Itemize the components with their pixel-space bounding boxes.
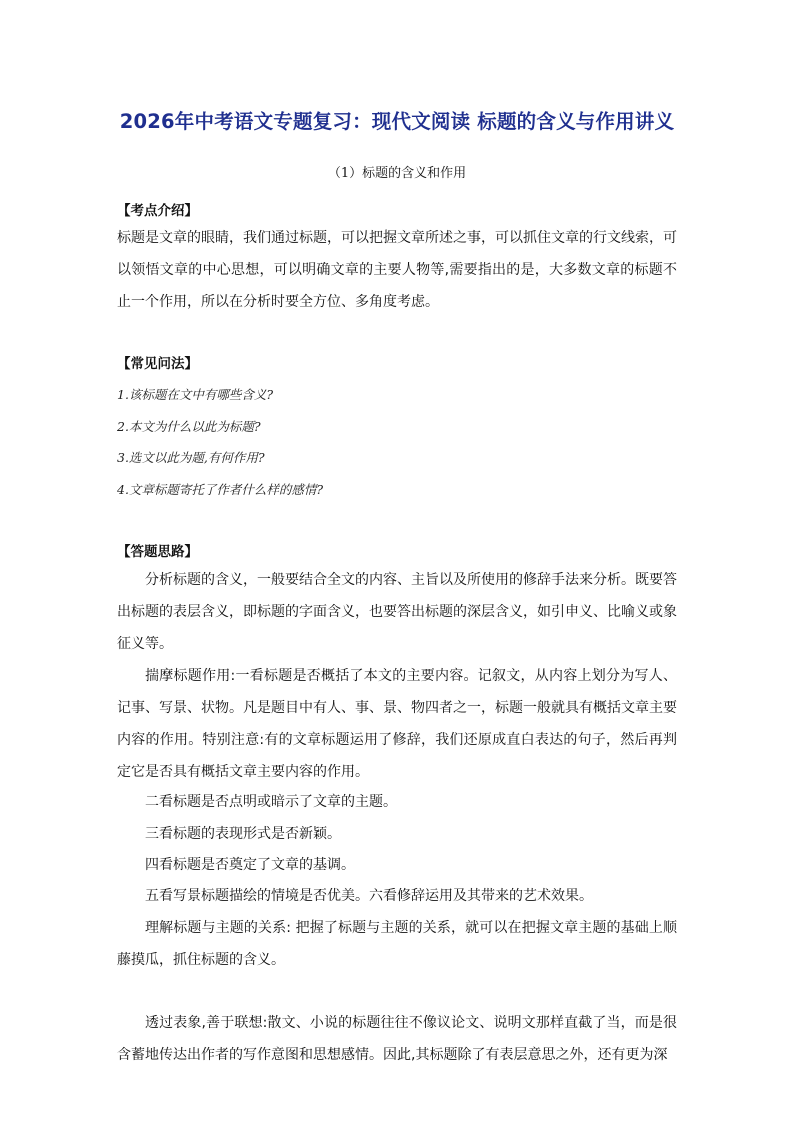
kaodian-paragraph: 标题是文章的眼睛，我们通过标题，可以把握文章所述之事，可以抓住文章的行文线索，可以领悟文章的中心思想，可以明确文章的主要人物等,需要指出的是，大多数文章的标题不止一个作用，所以在分析时要全方位、多角度考虑。	[117, 230, 677, 310]
silu-paragraph-1: 分析标题的含义，一般要结合全文的内容、主旨以及所使用的修辞手法来分析。既要答出标题的表层含义，即标题的字面含义，也要答出标题的深层含义，如引申义、比喻义或象征义等。	[117, 572, 677, 652]
question-item-1: 1.该标题在文中有哪些含义?	[117, 387, 274, 402]
question-item-3: 3.选文以此为题,有何作用?	[117, 450, 265, 465]
silu-paragraph-8: 透过表象,善于联想:散文、小说的标题往往不像议论文、说明文那样直截了当，而是很含蓄地传达出作者的写作意图和思想感情。因此,其标题除了有表层意思之外，还有更为深	[117, 1015, 677, 1063]
silu-paragraph-7: 理解标题与主题的关系: 把握了标题与主题的关系，就可以在把握文章主题的基础上顺藤摸瓜，抓住标题的含义。	[117, 920, 677, 968]
silu-paragraph-5: 四看标题是否奠定了文章的基调。	[145, 857, 355, 873]
question-item-4: 4.文章标题寄托了作者什么样的感情?	[117, 482, 324, 497]
section-heading-kaodian: 【考点介绍】	[117, 203, 198, 219]
silu-paragraph-2: 揣摩标题作用:一看标题是否概括了本文的主要内容。记叙文，从内容上划分为写人、记事、写景、状物。凡是题目中有人、事、景、物四者之一，标题一般就具有概括文章主要内容的作用。特别注意:有的文章标题运用了修辞，我们还原成直白表达的句子，然后再判定它是否具有概括文章主要内容的作用。	[117, 668, 677, 780]
silu-paragraph-3: 二看标题是否点明或暗示了文章的主题。	[145, 794, 397, 810]
section-heading-wenfa: 【常见问法】	[117, 356, 198, 372]
silu-paragraph-6: 五看写景标题描绘的情境是否优美。六看修辞运用及其带来的艺术效果。	[145, 888, 593, 904]
silu-paragraph-4: 三看标题的表现形式是否新颖。	[145, 826, 341, 842]
question-item-2: 2.本文为什么以此为标题?	[117, 419, 261, 434]
document-title: 2026年中考语文专题复习：现代文阅读 标题的含义与作用讲义	[119, 110, 675, 133]
document-subtitle: （1）标题的含义和作用	[327, 166, 467, 181]
section-heading-silu: 【答题思路】	[117, 544, 198, 560]
